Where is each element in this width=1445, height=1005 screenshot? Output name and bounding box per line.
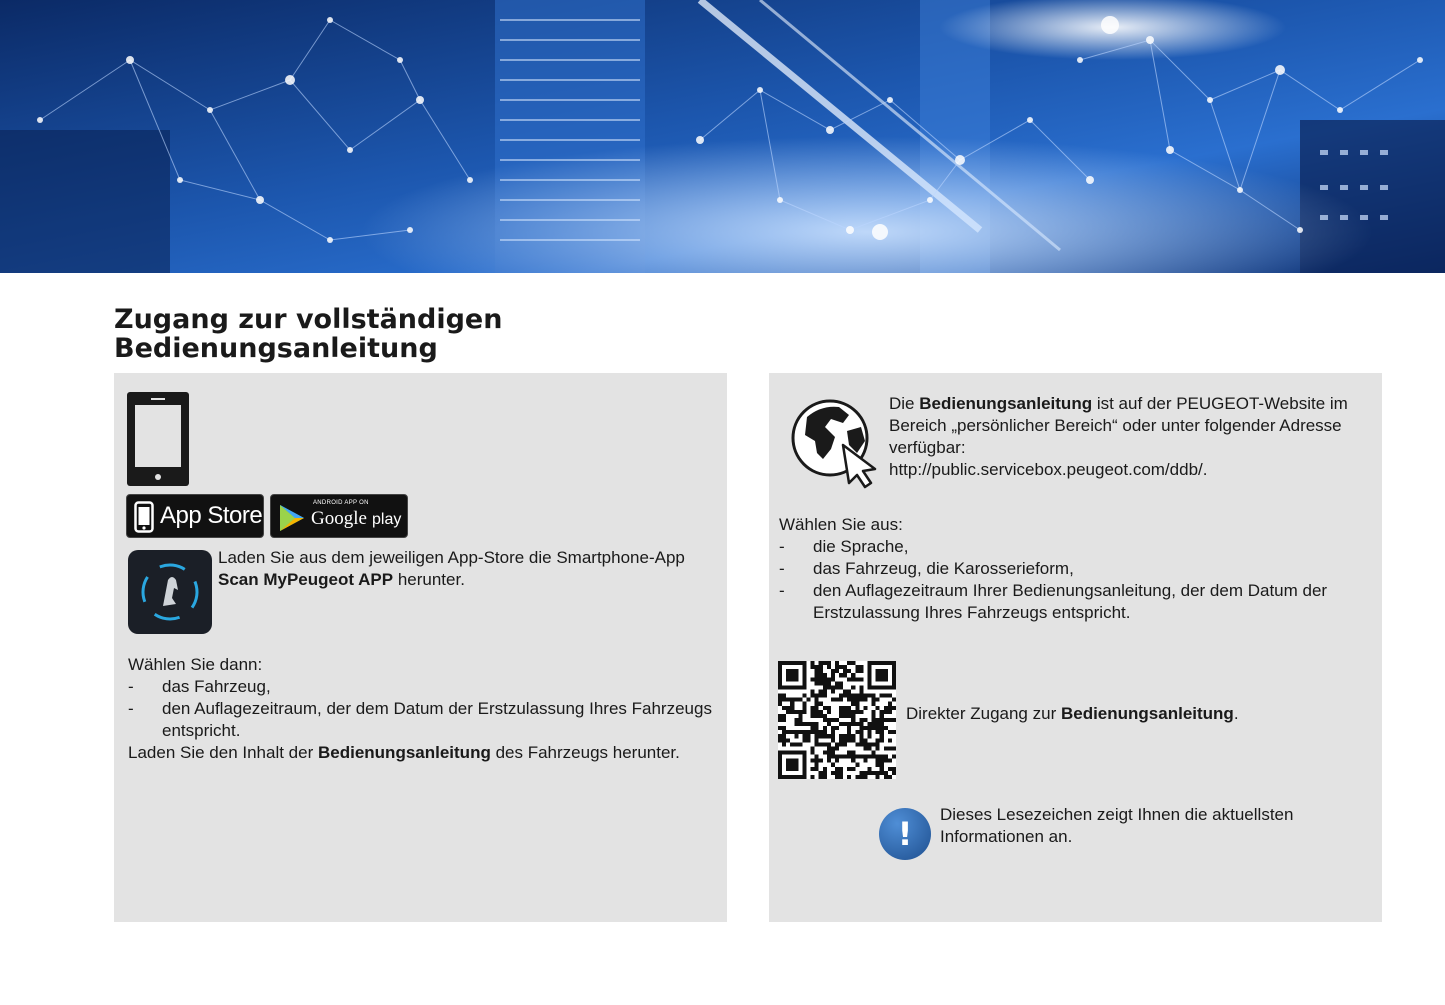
list-item bbox=[779, 536, 1359, 558]
qr-text-part-1: Direkter Zugang zur bbox=[906, 704, 1057, 723]
app-store-badge[interactable] bbox=[126, 494, 264, 538]
app-download-panel bbox=[114, 373, 727, 922]
globe-cursor-icon bbox=[791, 397, 881, 489]
list-dash: - bbox=[779, 559, 785, 578]
app-intro-part-1: Laden Sie aus dem jeweiligen App-Store die Smartphone-App bbox=[218, 548, 685, 567]
page-title-line-1: Zugang zur vollständigen bbox=[114, 304, 503, 335]
qr-text-bold: Bedienungsanleitung bbox=[1060, 704, 1234, 723]
select-heading: Wählen Sie dann: bbox=[128, 655, 263, 674]
select-heading: Wählen Sie aus: bbox=[779, 515, 903, 534]
page-title-line-2: Bedienungsanleitung bbox=[114, 333, 438, 364]
website-intro-part-2: ist auf der PEUGEOT-Website im Bereich „persönlicher Bereich“ oder unter folgender Adresse verfügbar: bbox=[889, 394, 1348, 457]
download-text bbox=[128, 742, 718, 764]
list-item-text: den Auflagezeitraum, der dem Datum der Erstzulassung Ihres Fahrzeugs entspricht. bbox=[162, 699, 712, 740]
qr-code[interactable] bbox=[778, 661, 896, 779]
app-store-label: App Store bbox=[160, 502, 263, 529]
list-item-text: das Fahrzeug, die Karosserieform, bbox=[813, 559, 1074, 578]
list-item bbox=[779, 558, 1359, 580]
google-play-badge[interactable] bbox=[270, 494, 408, 538]
list-item bbox=[128, 698, 718, 742]
download-part-1: Laden Sie den Inhalt der bbox=[128, 743, 314, 762]
google-play-word-1: Google bbox=[311, 508, 367, 529]
info-icon bbox=[879, 808, 931, 860]
download-bold: Bedienungsanleitung bbox=[318, 743, 491, 762]
phone-icon bbox=[134, 501, 154, 533]
google-play-small-label: ANDROID APP ON bbox=[313, 500, 369, 506]
list-item-text: die Sprache, bbox=[813, 537, 909, 556]
network-city-illustration bbox=[0, 0, 1445, 273]
list-dash: - bbox=[779, 537, 785, 556]
header-banner-image bbox=[0, 0, 1445, 273]
list-item bbox=[779, 580, 1359, 624]
scan-mypeugeot-app-icon[interactable] bbox=[128, 550, 212, 634]
app-intro-text bbox=[218, 547, 718, 591]
app-name: Scan MyPeugeot APP bbox=[218, 570, 394, 589]
list-dash: - bbox=[779, 581, 785, 600]
download-part-2: des Fahrzeugs herunter. bbox=[495, 743, 680, 762]
page-title bbox=[114, 305, 502, 363]
website-access-panel bbox=[769, 373, 1382, 922]
google-play-icon bbox=[279, 504, 305, 532]
website-intro-bold: Bedienungsanleitung bbox=[919, 394, 1093, 413]
instructions-block bbox=[128, 654, 718, 764]
list-dash: - bbox=[128, 677, 134, 696]
manual-url-link[interactable]: http://public.servicebox.peugeot.com/ddb/. bbox=[889, 460, 1208, 479]
info-symbol: ! bbox=[897, 815, 913, 853]
smartphone-icon bbox=[126, 391, 190, 487]
app-intro-part-2: herunter. bbox=[397, 570, 465, 589]
qr-text-part-2: . bbox=[1233, 704, 1239, 723]
info-text: Dieses Lesezeichen zeigt Ihnen die aktuellsten Informationen an. bbox=[940, 805, 1294, 846]
website-intro-text bbox=[889, 393, 1359, 481]
website-intro-part-1: Die bbox=[889, 394, 915, 413]
qr-access-text bbox=[906, 703, 1366, 725]
selection-block bbox=[779, 514, 1359, 624]
list-item-text: das Fahrzeug, bbox=[162, 677, 271, 696]
list-item-text: den Auflagezeitraum Ihrer Bedienungsanleitung, der dem Datum der Erstzulassung Ihres Fahrzeugs entspricht. bbox=[813, 581, 1328, 622]
list-item bbox=[128, 676, 718, 698]
google-play-word-2: play bbox=[372, 511, 402, 528]
list-dash: - bbox=[128, 699, 134, 718]
